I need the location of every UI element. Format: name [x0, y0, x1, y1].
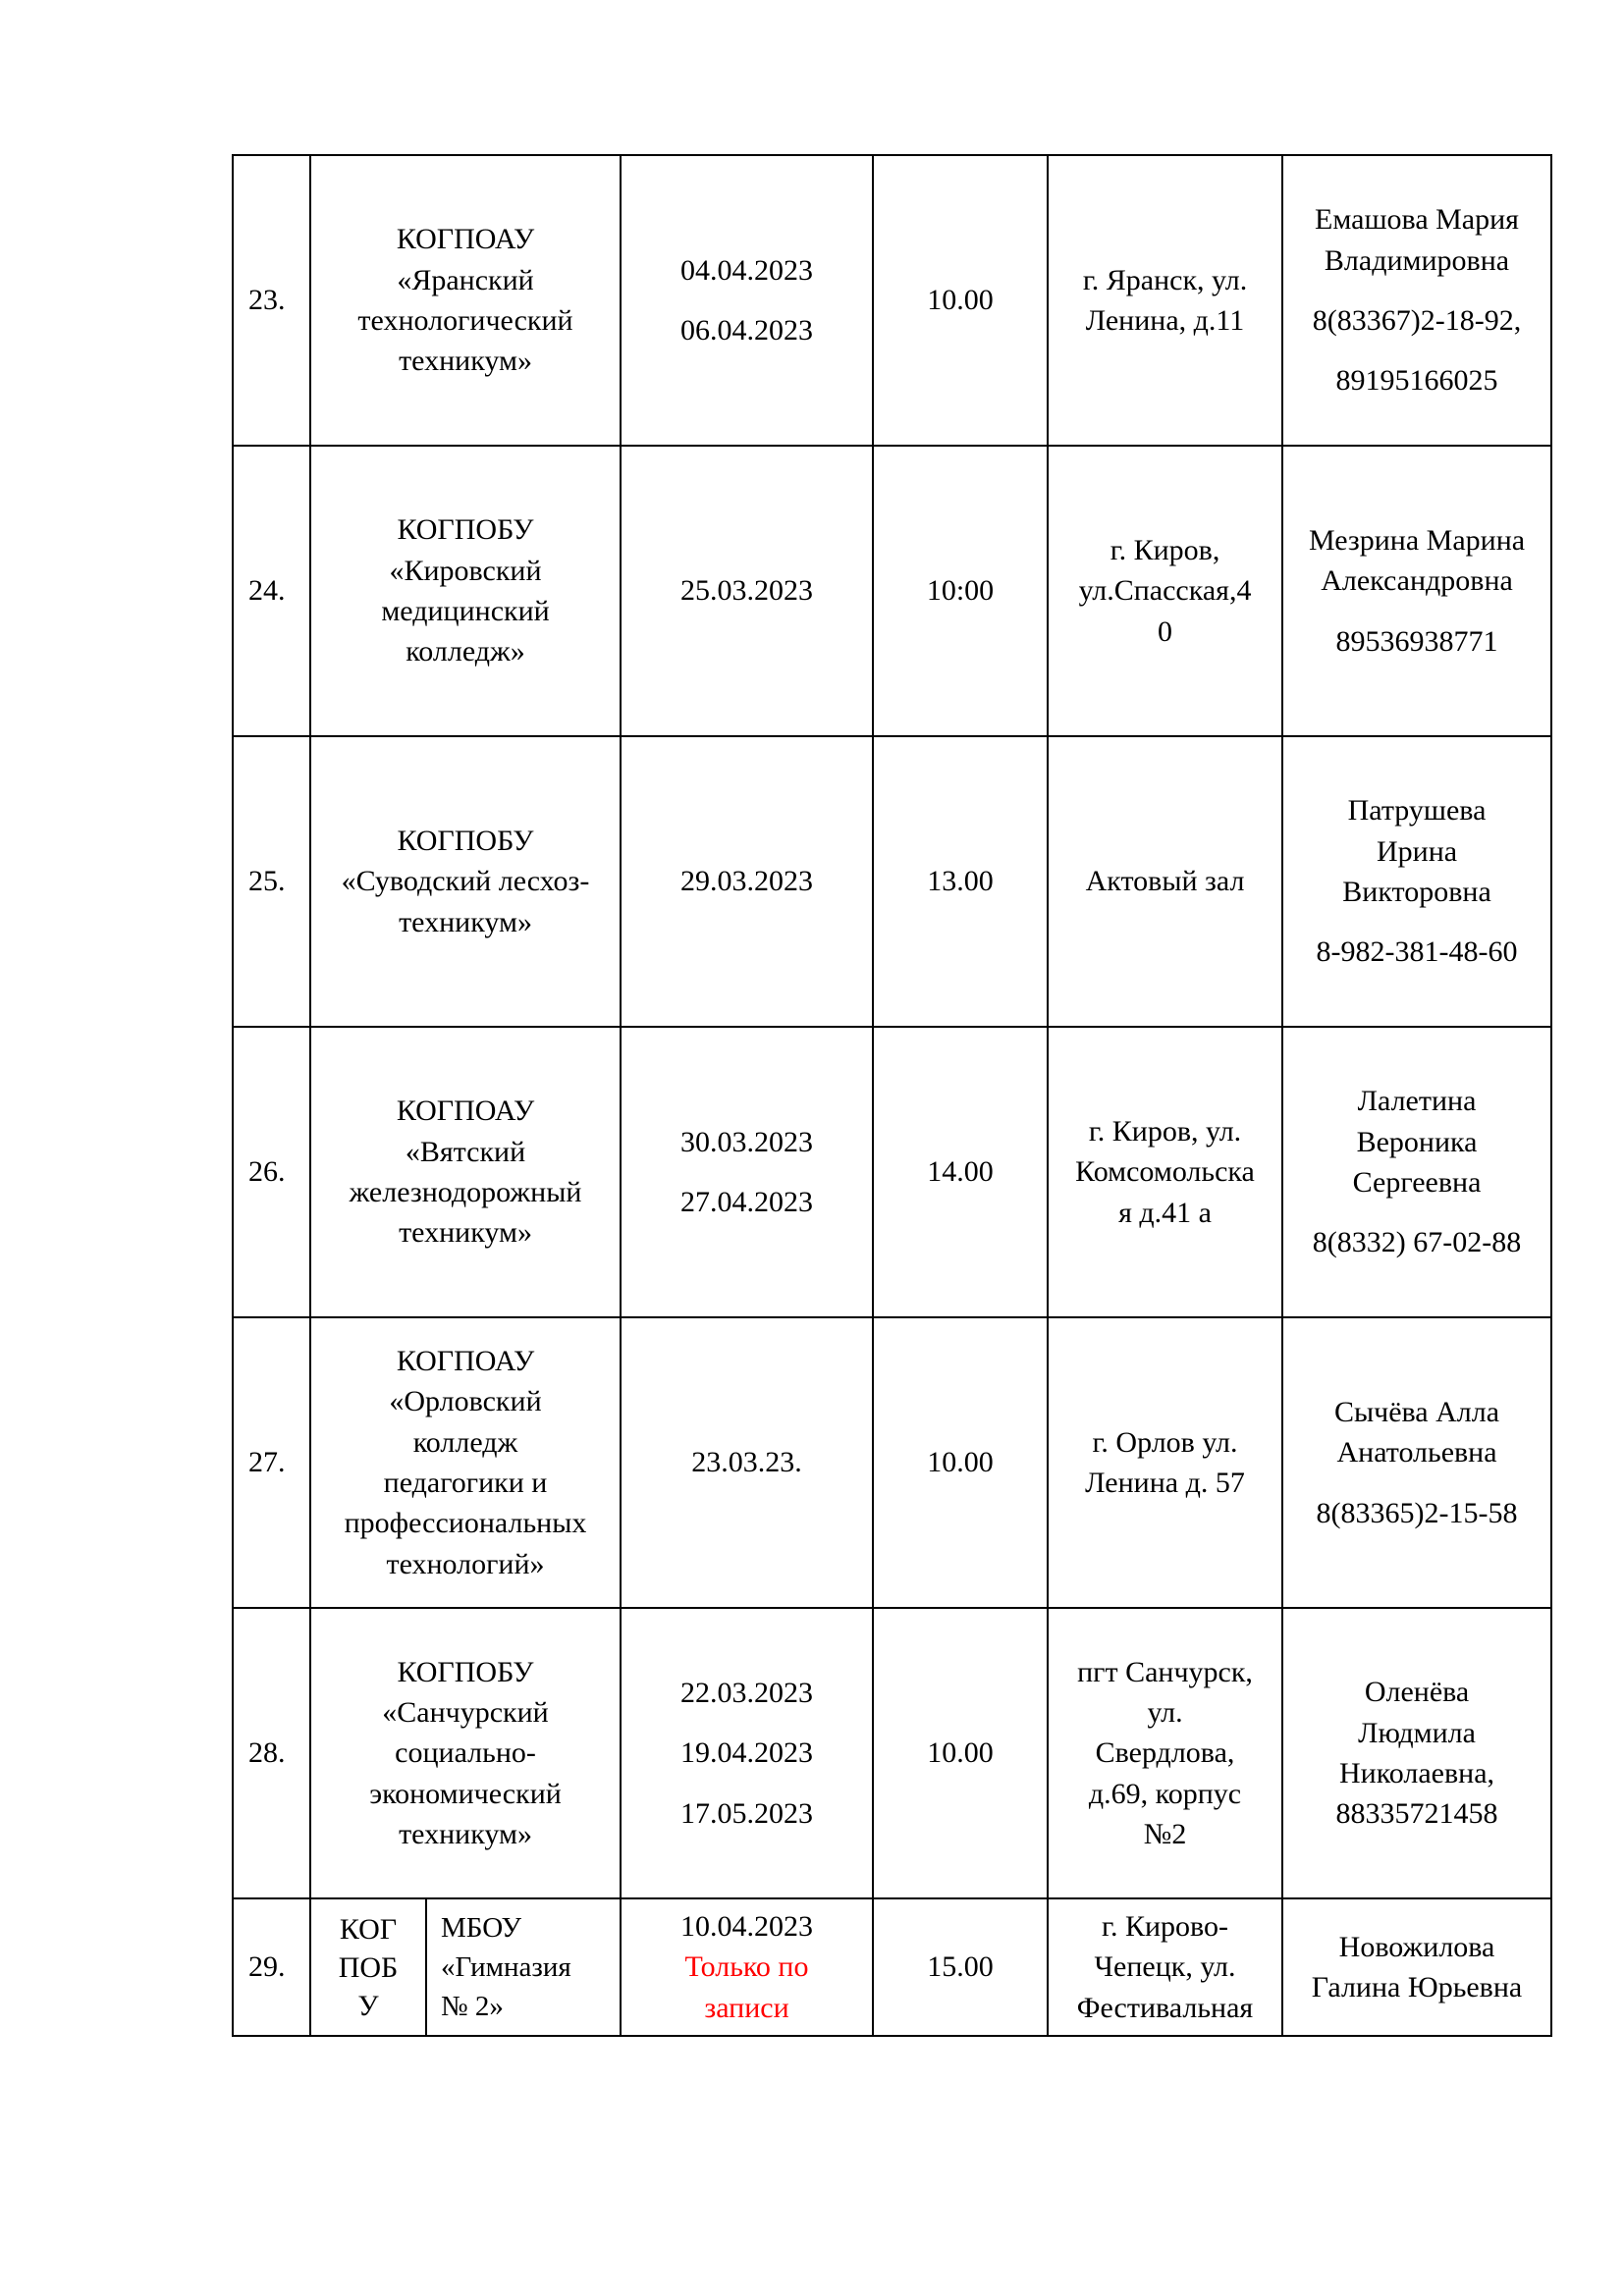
date-line: 22.03.2023: [680, 1676, 814, 1709]
contact-name-line: Новожилова: [1338, 1930, 1495, 1963]
organization-name-right: [426, 1898, 621, 2036]
organization-line: ПОБ: [338, 1950, 399, 1984]
place-line: пгт Санчурск,: [1077, 1655, 1253, 1688]
event-dates: [621, 1608, 873, 1898]
table-row: [233, 1317, 1551, 1608]
organization-line: «Суводский лесхоз-: [341, 865, 590, 898]
registration-note: Только по: [684, 1950, 809, 1984]
event-place: [1048, 736, 1282, 1027]
table-row: [233, 1027, 1551, 1317]
organization-line: «Кировский: [389, 554, 542, 587]
event-dates: [621, 1898, 873, 2036]
organization-name-left: [310, 1898, 426, 2036]
event-dates: [621, 1027, 873, 1317]
contact-phone: 8(83365)2-15-58: [1316, 1496, 1518, 1529]
contact-name-line: Патрушева: [1347, 794, 1487, 828]
event-time: 10.00: [873, 155, 1048, 446]
organization-line: экономический: [369, 1777, 562, 1810]
contact-phone: 89195166025: [1335, 364, 1498, 398]
organization-line: КОГПОБУ: [397, 513, 534, 547]
organization-line: «Вятский: [405, 1135, 526, 1168]
contact-person: [1282, 1898, 1551, 2036]
row-number: 24.: [233, 446, 310, 736]
organization-name: [310, 446, 621, 736]
event-time: 13.00: [873, 736, 1048, 1027]
event-time: 10.00: [873, 1317, 1048, 1608]
place-line: Чепецк, ул.: [1094, 1950, 1236, 1984]
organization-line: техникум»: [399, 345, 532, 378]
organization-line: КОГПОАУ: [396, 223, 535, 256]
place-line: 0: [1158, 614, 1173, 648]
place-line: г. Кирово-: [1102, 1909, 1228, 1943]
place-line: Актовый зал: [1085, 865, 1245, 898]
contact-phone: 8(83367)2-18-92,: [1312, 304, 1522, 337]
contact-name-line: Оленёва: [1364, 1676, 1470, 1709]
contact-phone: 8(8332) 67-02-88: [1312, 1226, 1522, 1259]
place-line: Комсомольска: [1075, 1155, 1255, 1189]
row-number: 28.: [233, 1608, 310, 1898]
table-row: [233, 446, 1551, 736]
event-dates: [621, 155, 873, 446]
event-dates: [621, 736, 873, 1027]
event-place: [1048, 1317, 1282, 1608]
contact-person: [1282, 155, 1551, 446]
contact-name-line: Мезрина Марина: [1308, 523, 1526, 557]
place-line: ул.Спасская,4: [1078, 574, 1252, 608]
organization-name: [310, 1027, 621, 1317]
row-number: 23.: [233, 155, 310, 446]
organization-line: «Яранский: [397, 263, 534, 296]
contact-name-line: Владимировна: [1324, 243, 1510, 277]
date-line: 10.04.2023: [680, 1909, 814, 1943]
event-place: [1048, 1608, 1282, 1898]
contact-name-line: Анатольевна: [1336, 1436, 1497, 1469]
place-line: г. Яранск, ул.: [1082, 263, 1248, 296]
event-place: [1048, 1027, 1282, 1317]
organization-line: «Санчурский: [382, 1695, 549, 1729]
schedule-table: [232, 154, 1552, 2037]
place-line: г. Орлов ул.: [1092, 1425, 1238, 1459]
contact-person: [1282, 1608, 1551, 1898]
organization-line: МБОУ: [441, 1911, 522, 1944]
contact-name-line: Галина Юрьевна: [1311, 1971, 1523, 2003]
place-line: г. Киров, ул.: [1088, 1114, 1242, 1148]
organization-line: колледж»: [406, 635, 525, 668]
event-time: 10.00: [873, 1608, 1048, 1898]
event-place: [1048, 155, 1282, 446]
organization-name: [310, 155, 621, 446]
organization-line: КОГПОАУ: [396, 1344, 535, 1377]
organization-line: колледж: [412, 1425, 518, 1459]
event-place: [1048, 446, 1282, 736]
organization-line: технологий»: [386, 1547, 545, 1580]
contact-name-line: Викторовна: [1342, 876, 1491, 908]
organization-line: № 2»: [441, 1991, 504, 2022]
organization-line: «Гимназия: [441, 1950, 571, 1983]
row-number: 25.: [233, 736, 310, 1027]
date-line: 23.03.23.: [691, 1446, 802, 1479]
organization-line: техникум»: [399, 1216, 532, 1250]
place-line: г. Киров,: [1110, 533, 1220, 566]
date-line: 30.03.2023: [680, 1125, 814, 1158]
contact-name-line: Сергеевна: [1352, 1166, 1482, 1199]
event-time: 14.00: [873, 1027, 1048, 1317]
contact-person: [1282, 1027, 1551, 1317]
organization-line: технологический: [357, 304, 573, 337]
contact-name-line: Сычёва Алла: [1333, 1395, 1500, 1428]
date-line: 25.03.2023: [680, 574, 814, 608]
organization-line: социально-: [395, 1736, 536, 1770]
place-line: д.69, корпус: [1088, 1777, 1242, 1810]
place-line: ул.: [1147, 1695, 1183, 1729]
place-line: №2: [1143, 1818, 1187, 1851]
row-number: 29.: [233, 1898, 310, 2036]
organization-name: [310, 1608, 621, 1898]
date-line: 29.03.2023: [680, 865, 814, 898]
organization-line: У: [357, 1989, 379, 2022]
row-number: 27.: [233, 1317, 310, 1608]
organization-line: техникум»: [399, 1818, 532, 1851]
event-time: 10:00: [873, 446, 1048, 736]
row-number: 26.: [233, 1027, 310, 1317]
contact-name-line: Людмила: [1358, 1716, 1476, 1749]
date-line: 17.05.2023: [680, 1796, 814, 1830]
contact-name-line: Ирина: [1376, 834, 1458, 868]
organization-line: «Орловский: [389, 1385, 542, 1418]
organization-line: КОГПОАУ: [396, 1095, 535, 1128]
place-line: Свердлова,: [1095, 1736, 1235, 1770]
organization-line: техникум»: [399, 905, 532, 938]
organization-line: профессиональных: [344, 1507, 587, 1540]
contact-person: [1282, 1317, 1551, 1608]
contact-phone: 89536938771: [1335, 624, 1498, 658]
table-row: [233, 155, 1551, 446]
table-row: [233, 1608, 1551, 1898]
contact-person: [1282, 736, 1551, 1027]
registration-note: записи: [704, 1991, 789, 2024]
date-line: 06.04.2023: [680, 314, 814, 347]
date-line: 04.04.2023: [680, 253, 814, 287]
organization-line: КОГПОБУ: [397, 1655, 534, 1688]
organization-line: железнодорожный: [349, 1176, 582, 1208]
contact-phone: 8-982-381-48-60: [1316, 935, 1518, 969]
organization-name: [310, 736, 621, 1027]
date-line: 19.04.2023: [680, 1736, 814, 1770]
event-dates: [621, 1317, 873, 1608]
event-place: [1048, 1898, 1282, 2036]
contact-person: [1282, 446, 1551, 736]
organization-name: [310, 1317, 621, 1608]
table-row: [233, 1898, 1551, 2036]
event-time: 15.00: [873, 1898, 1048, 2036]
date-line: 27.04.2023: [680, 1186, 814, 1218]
organization-line: КОГПОБУ: [397, 824, 534, 857]
table-row: [233, 736, 1551, 1027]
organization-line: медицинский: [381, 595, 550, 627]
organization-line: КОГ: [339, 1912, 398, 1946]
place-line: Фестивальная: [1076, 1991, 1254, 2024]
place-line: Ленина, д.11: [1085, 304, 1245, 337]
place-line: Ленина д. 57: [1085, 1467, 1245, 1499]
place-line: я д.41 а: [1118, 1196, 1212, 1229]
contact-name-line: Николаевна,: [1339, 1757, 1495, 1789]
contact-name-line: Александровна: [1321, 564, 1513, 598]
organization-line: педагогики и: [383, 1467, 548, 1499]
event-dates: [621, 446, 873, 736]
table-body: [233, 155, 1551, 2036]
contact-name-line: Вероника: [1356, 1125, 1478, 1158]
contact-name-line: Емашова Мария: [1315, 203, 1519, 237]
contact-name-line: Лалетина: [1357, 1085, 1477, 1118]
contact-name-line: 88335721458: [1335, 1797, 1498, 1831]
